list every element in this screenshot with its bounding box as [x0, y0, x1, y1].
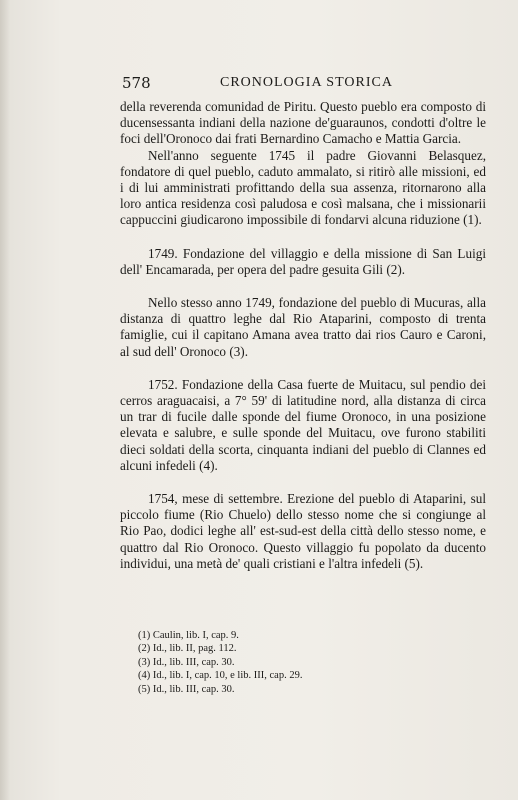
entry-1749-mucuras: Nello stesso anno 1749, fondazione del pueblo di Mucuras, alla distanza di quattro leghe dal Rio Ataparini, composto di trenta famiglie, cui il capitano Amana avea tratto dai rios Cauro e Caroni, al sud dell' Oronoco (3). — [120, 295, 486, 359]
paragraph-continuation: della reverenda comunidad de Piritu. Questo pueblo era composto di ducensessanta indiani della nazione de'guaraunos, condotti d'oltre le foci dell'Oronoco dai frati Bernardino Camacho e Mattia Garcia. — [120, 99, 486, 147]
entry-1754-ataparini: 1754, mese di settembre. Erezione del pueblo di Ataparini, sul piccolo fiume (Rio Chuelo) dello stesso nome che si congiunge al Rio Pao, dodici leghe all' est-sud-est della città dello stesso nome, e quattro dal Rio Oronoco. Questo villaggio fu popolato da ducento individui, una metà de' quali cristiani e l'altra infedeli (5). — [120, 491, 486, 571]
footnote: (4) Id., lib. I, cap. 10, e lib. III, cap. 29. — [138, 670, 303, 682]
main-text — [120, 99, 486, 572]
entry-1749-san-luigi: 1749. Fondazione del villaggio e della missione di San Luigi dell' Encamarada, per opera del padre gesuita Gili (2). — [120, 245, 486, 277]
entry-1752-muitacu: 1752. Fondazione della Casa fuerte de Muitacu, sul pendio dei cerros araguacaisi, a 7° 59' di latitudine nord, alla distanza di circa un trar di fucile dalle sponde del fiume Oronoco, in una posizione elevata e salubre, e sulle sponde del Muitacu, ove furono stabiliti dieci soldati della scorta, cinquanta indiani del pueblo di Clannes ed alcuni infedeli (4). — [120, 376, 486, 473]
footnote: (3) Id., lib. III, cap. 30. — [138, 656, 235, 668]
running-title: CRONOLOGIA STORICA — [220, 75, 393, 90]
footnote: (2) Id., lib. II, pag. 112. — [138, 643, 237, 655]
paragraph-1745: Nell'anno seguente 1745 il padre Giovanni Belasquez, fondatore di quel pueblo, caduto ammalato, si ritirò alle missioni, ed i di lui amministrati profittando della sua assenza, ritornarono alla loro antica residenza così paludosa e così malsana, che i missionarii cappuccini giudicarono impossibile di fondarvi alcuna riduzione (1). — [120, 147, 486, 228]
footnote: (1) Caulin, lib. I, cap. 9. — [138, 630, 239, 641]
page-number: 578 — [122, 74, 151, 92]
footnote: (5) Id., lib. III, cap. 30. — [138, 683, 235, 695]
page-header — [122, 74, 486, 96]
footnotes — [138, 629, 468, 696]
